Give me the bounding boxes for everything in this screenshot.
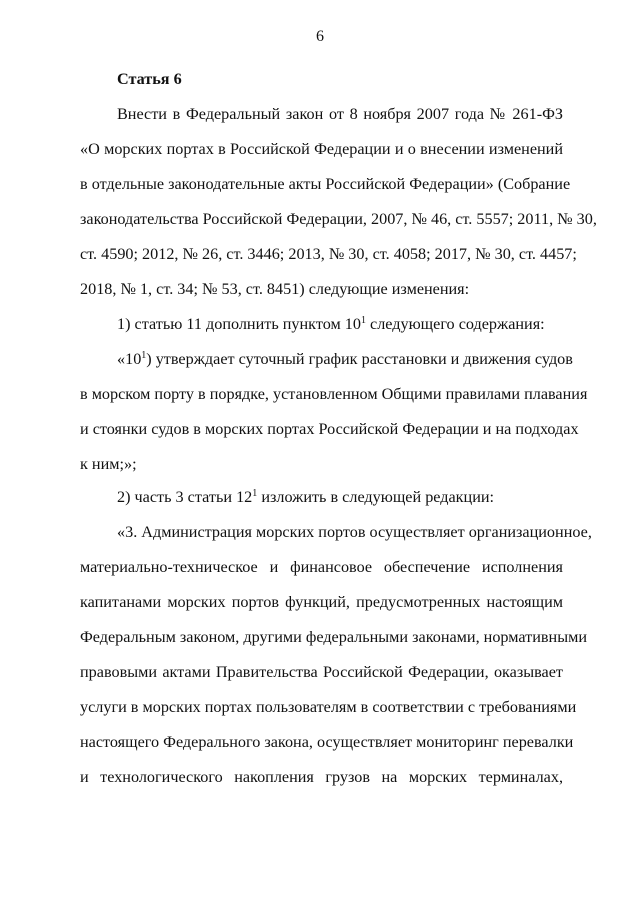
- text-line: Внести в Федеральный закон от 8 ноября 2007 года № 261-ФЗ: [117, 105, 563, 123]
- text-line: настоящего Федерального закона, осуществляет мониторинг перевалки: [80, 733, 574, 751]
- text-line: услуги в морских портах пользователям в соответствии с требованиями: [80, 698, 577, 716]
- text-line: и стоянки судов в морских портах Российской Федерации и на подходах: [80, 420, 579, 438]
- item-1-text: 1) статью 11 дополнить пунктом 10: [117, 315, 361, 333]
- text-line: капитанами морских портов функций, предусмотренных настоящим: [80, 593, 563, 611]
- item-2-text-end: изложить в следующей редакции:: [257, 488, 495, 506]
- item-2: [117, 487, 494, 507]
- superscript: 1: [141, 350, 147, 361]
- item-2-text: 2) часть 3 статьи 12: [117, 488, 253, 506]
- text-line: Федеральным законом, другими федеральными законами, нормативными: [80, 628, 588, 646]
- item-1-text-end: следующего содержания:: [365, 315, 545, 333]
- text-line: ст. 4590; 2012, № 26, ст. 3446; 2013, № 30, ст. 4058; 2017, № 30, ст. 4457;: [80, 245, 577, 263]
- text-line: «О морских портах в Российской Федерации и о внесении изменений: [80, 140, 563, 158]
- text-line: и технологического накопления грузов на морских терминалах,: [80, 768, 563, 786]
- superscript: 1: [360, 315, 366, 326]
- text-line: в морском порту в порядке, установленном Общими правилами плавания: [80, 385, 588, 403]
- text-line: [117, 349, 573, 369]
- text-line: 2018, № 1, ст. 34; № 53, ст. 8451) следующие изменения:: [80, 280, 470, 298]
- quote-1-rest: ) утверждает суточный график расстановки и движения судов: [146, 350, 573, 368]
- text-line: «3. Администрация морских портов осуществляет организационное,: [117, 523, 592, 541]
- article-heading: Статья 6: [117, 70, 182, 88]
- text-line: материально-техническое и финансовое обеспечение исполнения: [80, 558, 563, 576]
- text-line: в отдельные законодательные акты Российской Федерации» (Собрание: [80, 175, 571, 193]
- quote-1-start: «10: [117, 350, 142, 368]
- page-number: 6: [316, 28, 324, 45]
- item-1: [117, 314, 545, 334]
- text-line: законодательства Российской Федерации, 2007, № 46, ст. 5557; 2011, № 30,: [80, 210, 597, 228]
- text-line: правовыми актами Правительства Российской Федерации, оказывает: [80, 663, 563, 681]
- text-line: к ним;»;: [80, 455, 137, 473]
- superscript: 1: [252, 488, 258, 499]
